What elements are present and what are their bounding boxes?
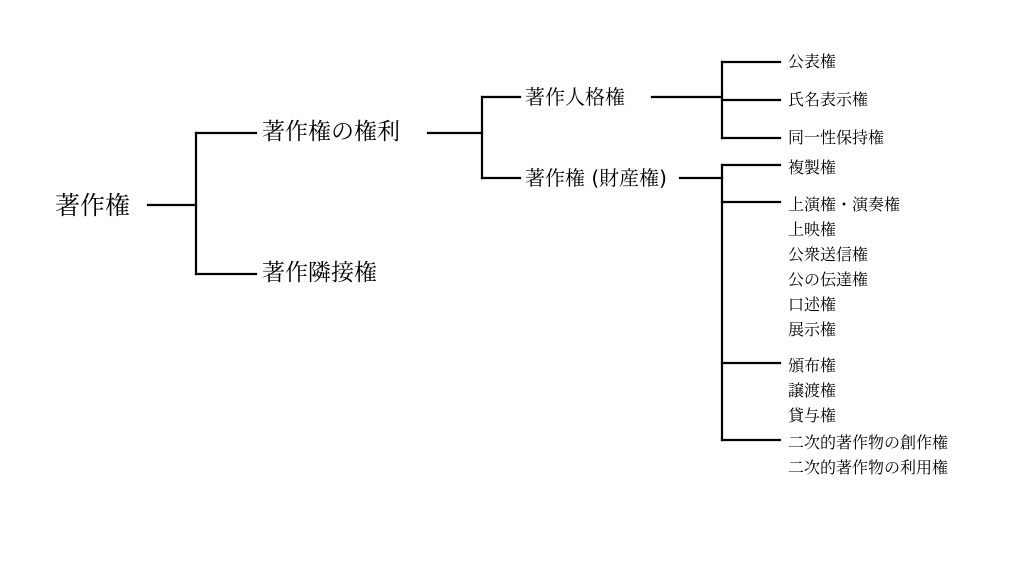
- leaf-attribution-right: [788, 92, 868, 108]
- leaf-attribution-right-label: 氏名表示権: [788, 90, 869, 109]
- leaf-recitation-right: 口述権: [788, 295, 837, 314]
- node-level1-neighboring-rights: [262, 262, 377, 285]
- leaf-transfer-right: 譲渡権: [788, 381, 837, 400]
- leaf-publication-right-label: 公表権: [788, 52, 837, 71]
- node-level2-property-rights: [525, 168, 667, 188]
- leaf-performance-right: 上演権・演奏権: [788, 195, 901, 214]
- node-level2-property-rights-label: 著作権 (財産権): [525, 166, 667, 190]
- leaf-reproduction-right: 複製権: [788, 158, 837, 177]
- leaf-public-communication-right: 公の伝達権: [788, 270, 869, 289]
- leaf-publication-right: [788, 54, 836, 70]
- leaf-screening-right: 上映権: [788, 220, 837, 239]
- node-level2-moral-rights-label: 著作人格権: [525, 85, 625, 109]
- leaf-distribution-right: 頒布権: [788, 356, 837, 375]
- leaf-exhibition-right: 展示権: [788, 320, 837, 339]
- leaf-group-reproduction: [788, 155, 836, 180]
- leaf-integrity-right-label: 同一性保持権: [788, 128, 885, 147]
- node-level2-moral-rights: [525, 87, 625, 107]
- leaf-derivative-use-right: 二次的著作物の利用権: [788, 458, 949, 477]
- leaf-lending-right: 貸与権: [788, 406, 837, 425]
- node-level1-copyright-rights: [262, 121, 400, 144]
- leaf-integrity-right: [788, 130, 884, 146]
- leaf-group-derivative: [788, 430, 948, 480]
- node-root: [55, 193, 130, 218]
- node-root-label: 著作権: [55, 191, 131, 220]
- leaf-public-transmission-right: 公衆送信権: [788, 245, 869, 264]
- leaf-group-performance: [788, 192, 900, 342]
- node-level1-copyright-rights-label: 著作権の権利: [262, 119, 400, 145]
- node-level1-neighboring-rights-label: 著作隣接権: [262, 260, 377, 286]
- leaf-derivative-creation-right: 二次的著作物の創作権: [788, 433, 949, 452]
- leaf-group-distribution: [788, 353, 836, 428]
